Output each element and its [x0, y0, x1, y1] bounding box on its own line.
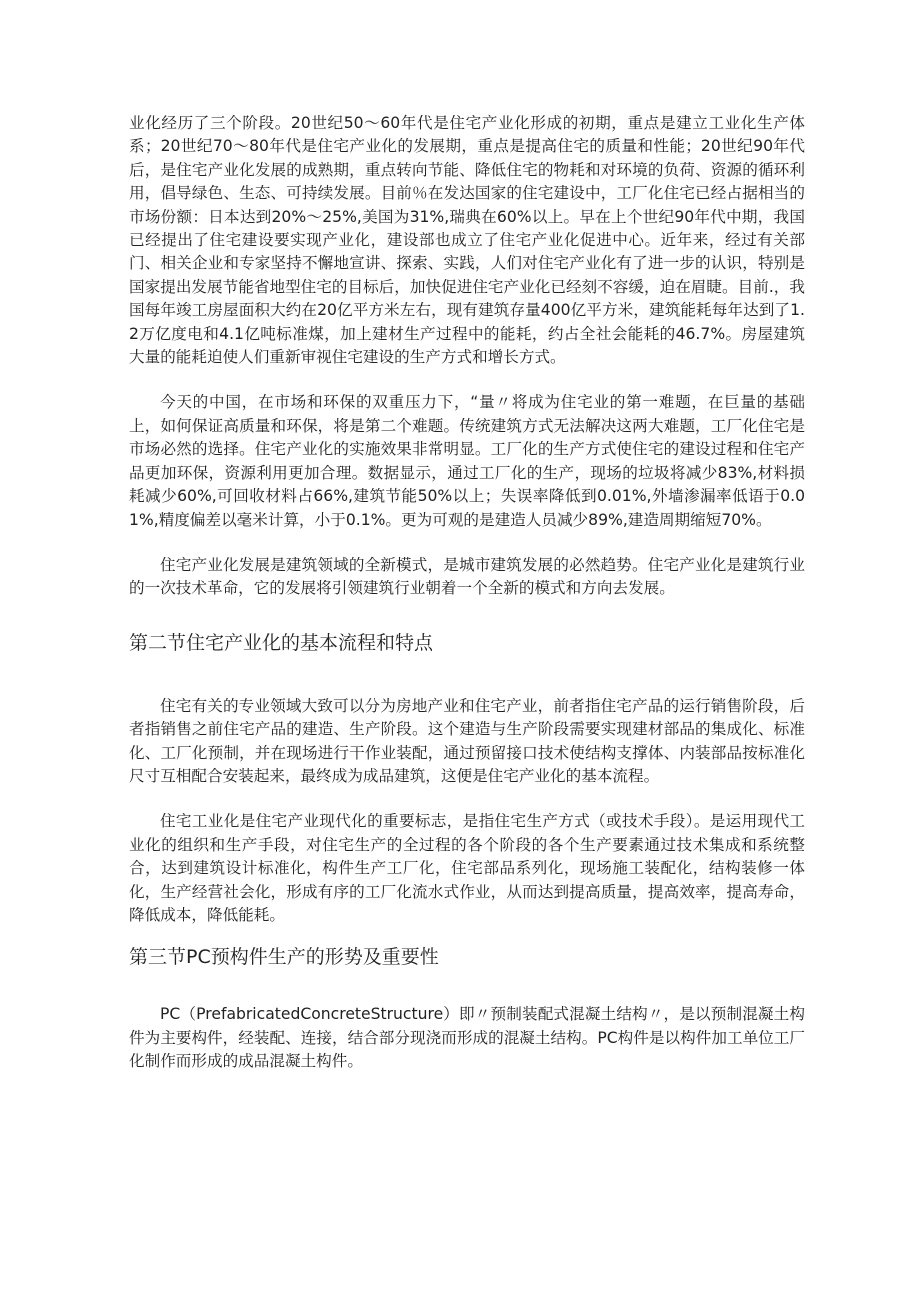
paragraph-china-pressure: 今天的中国，在市场和环保的双重压力下，“量〃将成为住宅业的第一难题，在巨量的基础上，如何保证高质量和环保，将是第二个难题。传统建筑方式无法解决这两大难题，工厂化住宅是市场必然的选择。住宅产业化的实施效果非常明显。工厂化的生产方式使住宅的建设过程和住宅产品更加环保，资源利用更加合理。数据显示，通过工厂化的生产，现场的垃圾将减少83%,材料损耗减少60%,可回收材料占66%,建筑节能50%以上；失误率降低到0.01%,外墙渗漏率低语于0.01%,精度偏差以毫米计算，小于0.1%。更为可观的是建造人员减少89%,建造周期缩短70%。 — [129, 393, 805, 529]
paragraph-new-mode: 住宅产业化发展是建筑领域的全新模式，是城市建筑发展的必然趋势。住宅产业化是建筑行业的一次技术革命，它的发展将引领建筑行业朝着一个全新的模式和方向去发展。 — [129, 555, 805, 598]
section-3-heading: 第三节PC预构件生产的形势及重要性 — [129, 946, 439, 969]
paragraph-housing-industrialization: 住宅工业化是住宅产业现代化的重要标志，是指住宅生产方式（或技术手段）。是运用现代工业化的组织和生产手段，对住宅生产的全过程的各个阶段的各个生产要素通过技术集成和系统整合，达到建筑设计标准化，构件生产工厂化，住宅部品系列化，现场施工装配化，结构装修一体化，生产经营社会化，形成有序的工厂化流水式作业，从而达到提高质量，提高效率，提高寿命，降低成本，降低能耗。 — [129, 812, 805, 924]
paragraph-industrialization-stages: 业化经历了三个阶段。20世纪50～60年代是住宅产业化形成的初期，重点是建立工业化生产体系；20世纪70～80年代是住宅产业化的发展期，重点是提高住宅的质量和性能；20世纪90年代后，是住宅产业化发展的成熟期，重点转向节能、降低住宅的物耗和对环境的负荷、资源的循环利用，倡导绿色、生态、可持续发展。目前％在发达国家的住宅建设中，工厂化住宅已经占据相当的市场份额：日本达到20%～25%,美国为31%,瑞典在60%以上。早在上个世纪90年代中期，我国已经提出了住宅建设要实现产业化，建设部也成立了住宅产业化促进中心。近年来，经过有关部门、相关企业和专家坚持不懈地宣讲、探索、实践，人们对住宅产业化有了进一步的认识，特别是国家提出发展节能省地型住宅的目标后，加快促进住宅产业化已经刻不容缓，迫在眉睫。目前.，我国每年竣工房屋面积大约在20亿平方米左右，现有建筑存量400亿平方米，建筑能耗每年达到了1.2万亿度电和4.1亿吨标准煤，加上建材生产过程中的能耗，约占全社会能耗的46.7%。房屋建筑大量的能耗迫使人们重新审视住宅建设的生产方式和增长方式。 — [129, 114, 805, 367]
paragraph-pc-definition: PC（PrefabricatedConcreteStructure）即〃预制装配式混凝土结构〃，是以预制混凝土构件为主要构件，经装配、连接，结合部分现浇而形成的混凝土结构。PC构件是以构件加工单位工厂化制作而形成的成品混凝土构件。 — [129, 1005, 805, 1071]
document-page — [129, 112, 805, 1074]
section-2-heading: 第二节住宅产业化的基本流程和特点 — [129, 631, 434, 654]
paragraph-basic-process: 住宅有关的专业领域大致可以分为房地产业和住宅产业，前者指住宅产品的运行销售阶段，后者指销售之前住宅产品的建造、生产阶段。这个建造与生产阶段需要实现建材部品的集成化、标准化、工厂化预制，并在现场进行干作业装配，通过预留接口技术使结构支撑体、内装部品按标准化尺寸互相配合安装起来，最终成为成品建筑，这便是住宅产业化的基本流程。 — [129, 696, 805, 785]
